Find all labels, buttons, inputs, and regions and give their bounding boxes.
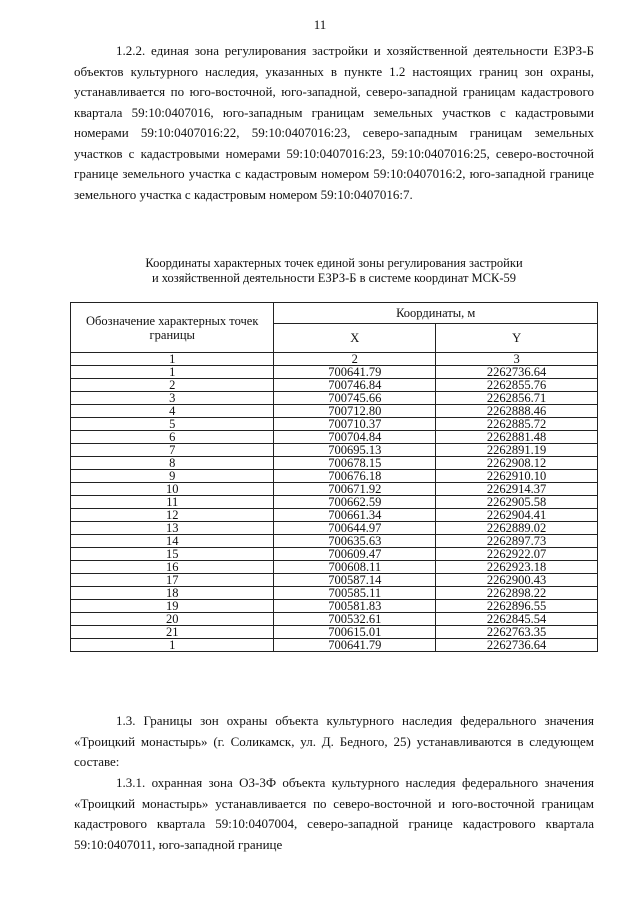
y-coordinate-cell: 2262908.12: [436, 457, 598, 470]
point-number-cell: 15: [71, 548, 274, 561]
table-row: [71, 639, 598, 652]
point-number-cell: 7: [71, 444, 274, 457]
table-title-line-2: и хозяйственной деятельности ЕЗРЗ-Б в системе координат МСК-59: [151, 271, 517, 285]
x-coordinate-cell: 700676.18: [274, 470, 436, 483]
x-coordinate-cell: 700704.84: [274, 431, 436, 444]
x-coordinate-cell: 700710.37: [274, 418, 436, 431]
y-coordinate-cell: 2262914.37: [436, 483, 598, 496]
y-coordinate-cell: 2262897.73: [436, 535, 598, 548]
table-row: [71, 392, 598, 405]
x-coordinate-cell: 700532.61: [274, 613, 436, 626]
y-coordinate-cell: 2262896.55: [436, 600, 598, 613]
table-row: [71, 470, 598, 483]
table-row: [71, 496, 598, 509]
x-coordinate-cell: 700712.80: [274, 405, 436, 418]
page-number: 11: [313, 17, 327, 32]
x-coordinate-cell: 700644.97: [274, 522, 436, 535]
column-index-row: [71, 353, 598, 366]
table-row: [71, 574, 598, 587]
table-row: [71, 626, 598, 639]
y-coordinate-cell: 2262900.43: [436, 574, 598, 587]
y-coordinate-cell: 2262736.64: [436, 639, 598, 652]
x-coordinate-cell: 700678.15: [274, 457, 436, 470]
y-coordinate-cell: 2262885.72: [436, 418, 598, 431]
x-coordinate-cell: 700641.79: [274, 639, 436, 652]
table-row: [71, 431, 598, 444]
table-row: [71, 522, 598, 535]
y-coordinate-cell: 2262910.10: [436, 470, 598, 483]
table-row: [71, 600, 598, 613]
point-number-cell: 1: [71, 366, 274, 379]
point-number-cell: 13: [71, 522, 274, 535]
x-coordinate-cell: 700608.11: [274, 561, 436, 574]
y-coordinate-cell: 2262898.22: [436, 587, 598, 600]
x-coordinate-cell: 700661.34: [274, 509, 436, 522]
x-coordinate-cell: 700587.14: [274, 574, 436, 587]
index-cell: 1: [71, 353, 274, 366]
x-coordinate-cell: 700695.13: [274, 444, 436, 457]
point-number-cell: 19: [71, 600, 274, 613]
y-header: Y: [436, 324, 598, 353]
y-coordinate-cell: 2262889.02: [436, 522, 598, 535]
table-title-line-1: Координаты характерных точек единой зоны регулирования застройки: [145, 256, 523, 270]
table-row: [71, 379, 598, 392]
table-row: [71, 535, 598, 548]
point-number-cell: 21: [71, 626, 274, 639]
x-coordinate-cell: 700745.66: [274, 392, 436, 405]
point-number-cell: 10: [71, 483, 274, 496]
point-number-cell: 1: [71, 639, 274, 652]
point-number-cell: 8: [71, 457, 274, 470]
point-number-cell: 11: [71, 496, 274, 509]
point-number-cell: 9: [71, 470, 274, 483]
x-coordinate-cell: 700609.47: [274, 548, 436, 561]
point-number-cell: 12: [71, 509, 274, 522]
table-row: [71, 561, 598, 574]
point-number-cell: 5: [71, 418, 274, 431]
x-coordinate-cell: 700746.84: [274, 379, 436, 392]
paragraph-1-3: 1.3. Границы зон охраны объекта культурного наследия федерального значения «Троицкий монастырь» (г. Соликамск, ул. Д. Бедного, 25) устанавливаются в следующем составе:: [74, 713, 594, 769]
table-row: [71, 405, 598, 418]
point-number-cell: 18: [71, 587, 274, 600]
point-number-cell: 16: [71, 561, 274, 574]
y-coordinate-cell: 2262922.07: [436, 548, 598, 561]
point-number-cell: 3: [71, 392, 274, 405]
x-coordinate-cell: 700635.63: [274, 535, 436, 548]
point-number-cell: 20: [71, 613, 274, 626]
table-title: [74, 256, 594, 286]
y-coordinate-cell: 2262891.19: [436, 444, 598, 457]
y-coordinate-cell: 2262763.35: [436, 626, 598, 639]
point-number-cell: 14: [71, 535, 274, 548]
y-coordinate-cell: 2262923.18: [436, 561, 598, 574]
table-row: [71, 483, 598, 496]
point-number-cell: 2: [71, 379, 274, 392]
table-row: [71, 613, 598, 626]
table-row: [71, 548, 598, 561]
paragraph-1-3-1: 1.3.1. охранная зона ОЗ-3Ф объекта культурного наследия федерального значения «Троицкий монастырь» устанавливается по северо-восточной и юго-восточной границам кадастрового квартала 59:10:0407004, северо-западной границе кадастрового квартала 59:10:0407011, юго-западной границе: [74, 775, 594, 852]
y-coordinate-cell: 2262856.71: [436, 392, 598, 405]
coordinates-table: [70, 302, 598, 652]
table-row: [71, 509, 598, 522]
y-coordinate-cell: 2262855.76: [436, 379, 598, 392]
table-row: [71, 418, 598, 431]
x-coordinate-cell: 700615.01: [274, 626, 436, 639]
point-designation-header: Обозначение характерных точек границы: [71, 303, 274, 353]
x-header: X: [274, 324, 436, 353]
x-coordinate-cell: 700581.83: [274, 600, 436, 613]
y-coordinate-cell: 2262736.64: [436, 366, 598, 379]
y-coordinate-cell: 2262845.54: [436, 613, 598, 626]
x-coordinate-cell: 700671.92: [274, 483, 436, 496]
point-number-cell: 4: [71, 405, 274, 418]
point-number-cell: 17: [71, 574, 274, 587]
table-row: [71, 457, 598, 470]
y-coordinate-cell: 2262905.58: [436, 496, 598, 509]
table-row: [71, 587, 598, 600]
point-number-cell: 6: [71, 431, 274, 444]
index-cell: 2: [274, 353, 436, 366]
x-coordinate-cell: 700662.59: [274, 496, 436, 509]
x-coordinate-cell: 700641.79: [274, 366, 436, 379]
y-coordinate-cell: 2262881.48: [436, 431, 598, 444]
paragraph-1-2-2: 1.2.2. единая зона регулирования застройки и хозяйственной деятельности ЕЗРЗ-Б объектов культурного наследия, указанных в пункте 1.2 настоящих границ зон охраны, устанавливается по юго-восточной, юго-западной, северо-западной границам кадастрового квартала 59:10:0407016, юго-западным границам земельных участков с кадастровыми номерами 59:10:0407016:22, 59:10:0407016:23, северо-западным границам земельных участков с кадастровыми номерами 59:10:0407016:23, 59:10:0407016:25, северо-восточной границе земельного участка с кадастровым номером 59:10:0407016:2, юго-западной границе земельного участка с кадастровым номером 59:10:0407016:7.: [74, 43, 594, 202]
coordinates-header: Координаты, м: [274, 303, 598, 324]
y-coordinate-cell: 2262888.46: [436, 405, 598, 418]
index-cell: 3: [436, 353, 598, 366]
table-row: [71, 366, 598, 379]
y-coordinate-cell: 2262904.41: [436, 509, 598, 522]
table-row: [71, 444, 598, 457]
x-coordinate-cell: 700585.11: [274, 587, 436, 600]
